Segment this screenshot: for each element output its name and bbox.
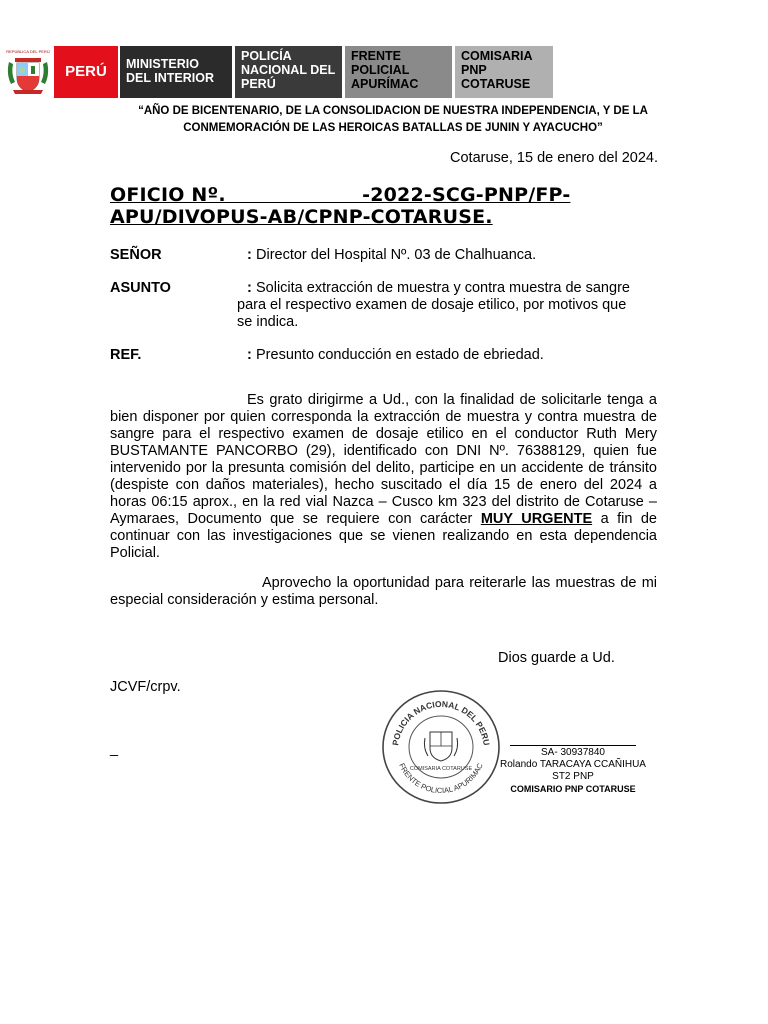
police-box [235, 46, 342, 98]
stamp-emblem [424, 732, 457, 761]
signature-rank: ST2 PNP [552, 771, 594, 782]
oficio-number [110, 184, 658, 228]
body-paragraph [110, 392, 657, 562]
svg-text:REPÚBLICA DEL PERÚ: REPÚBLICA DEL PERÚ [6, 49, 50, 54]
asunto-sep: : [247, 280, 252, 296]
asunto-value-line-3: se indica. [237, 314, 299, 330]
peru-brand [54, 46, 118, 98]
front-label: FRENTE POLICIAL APURÍMAC [351, 49, 419, 91]
date-line: Cotaruse, 15 de enero del 2024. [450, 150, 658, 166]
ref-sep: : [247, 347, 252, 363]
station-label: COMISARIA PNP COTARUSE [461, 49, 533, 91]
police-label: POLICÍA NACIONAL DEL PERÚ [241, 49, 335, 91]
ministry-box [120, 46, 232, 98]
asunto-label: ASUNTO [110, 280, 171, 296]
motto-line-1: “AÑO DE BICENTENARIO, DE LA CONSOLIDACION DE NUESTRA INDEPENDENCIA, Y DE LA [138, 105, 648, 117]
station-box [455, 46, 553, 98]
senor-sep: : [247, 247, 252, 263]
signature-block [498, 747, 648, 795]
body-text-2: a fin de continuar con las investigaciones que se vienen realizando en esta dependencia Policial. [110, 511, 657, 561]
signature-line [510, 745, 636, 746]
oficio-line-1: OFICIO Nº. -2022-SCG-PNP/FP- [110, 184, 571, 206]
asunto-value-line-1: Solicita extracción de muestra y contra muestra de sangre [256, 280, 630, 296]
motto-line-2: CONMEMORACIÓN DE LAS HEROICAS BATALLAS DE JUNIN Y AYACUCHO” [183, 122, 603, 134]
stamp-inner-text: COMISARIA COTARUSE [409, 766, 473, 772]
senor-label: SEÑOR [110, 247, 162, 263]
front-box [345, 46, 452, 98]
dash-mark: _ [110, 741, 119, 757]
signature-name: Rolando TARACAYA CCAÑIHUA [500, 759, 646, 770]
coat-of-arms-logo [5, 46, 51, 98]
initials: JCVF/crpv. [110, 679, 181, 695]
signature-title: COMISARIO PNP COTARUSE [510, 784, 636, 794]
stamp-top-text: POLICIA NACIONAL DEL PERU [390, 698, 492, 747]
closing-paragraph: Aprovecho la oportunidad para reiterarle las muestras de mi especial consideración y estima personal. [110, 575, 657, 608]
urgent-emphasis: MUY URGENTE [480, 511, 593, 527]
peru-label: PERÚ [65, 63, 107, 80]
stamp-bottom-text: FRENTE POLICIAL APURIMAC [397, 761, 485, 796]
police-stamp [380, 688, 502, 806]
ref-label: REF. [110, 347, 142, 363]
senor-value: Director del Hospital Nº. 03 de Chalhuanca. [256, 247, 537, 263]
ministry-label: MINISTERIO DEL INTERIOR [126, 57, 214, 85]
body-text-1: Es grato dirigirme a Ud., con la finalidad de solicitarle tenga a bien disponer por quien corresponda la extracción de muestra y contra muestra de sangre para el respectivo examen de dosaje etilico en el conductor Ruth Mery BUSTAMANTE PANCORBO (29), identificado con DNI Nº. 76388129, quien fue intervenido por la presunta comisión del delito, participe en un accidente de tránsito (despiste con daños materiales), hecho suscitado el día 15 de enero del 2024 a horas 06:15 aprox., en la red vial Nazca – Cusco km 323 del distrito de Cotaruse – Aymaraes, Documento que se requiere con carácter [110, 392, 657, 527]
ref-value: Presunto conducción en estado de ebriedad. [256, 347, 544, 363]
asunto-value-line-2: para el respectivo examen de dosaje etilico, por motivos que [237, 297, 627, 313]
oficio-line-2: APU/DIVOPUS-AB/CPNP-COTARUSE. [110, 206, 493, 228]
signature-id: SA- 30937840 [541, 747, 605, 758]
farewell: Dios guarde a Ud. [498, 650, 615, 666]
year-motto [110, 103, 676, 137]
